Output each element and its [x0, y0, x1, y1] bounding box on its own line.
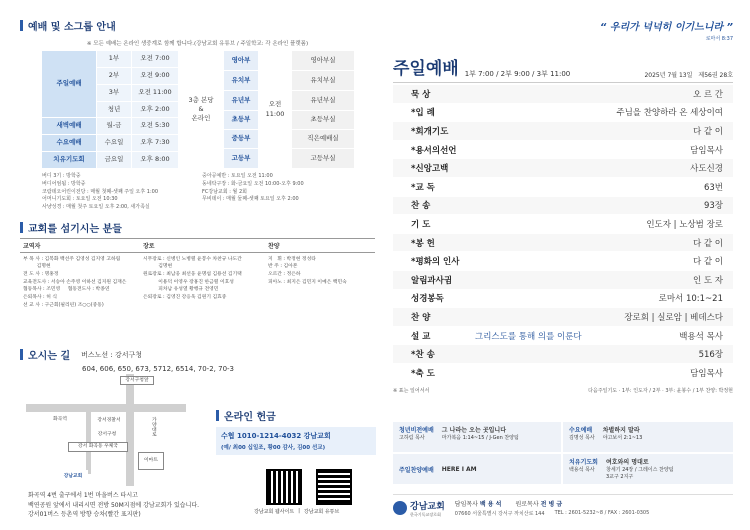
- service-card-title: 수요예배: [569, 427, 593, 434]
- title-bar: [216, 410, 219, 421]
- activity-info: [42, 173, 375, 212]
- directions-title: 오시는 길: [28, 351, 71, 362]
- service-card-sub: 고하림 목사: [399, 435, 425, 441]
- worship-time: 오전 11:00: [132, 85, 178, 101]
- order-label: *찬 송: [411, 350, 435, 361]
- activity-info-left: [42, 173, 202, 212]
- worship-part: 청년: [97, 102, 131, 117]
- footer: [393, 494, 733, 518]
- directions-line: 화곡역 4번 출구에서 1번 마을버스 타시고: [28, 492, 138, 499]
- serve-header-row: [20, 238, 375, 252]
- info-line: 버디 3기 : 방학중: [42, 173, 81, 179]
- online-title: 온라인 헌금: [224, 412, 276, 423]
- title-bar: [20, 20, 23, 31]
- qr-website[interactable]: [266, 469, 302, 505]
- title-bar: [20, 222, 23, 233]
- info-line: 사냥성경 : 매월 첫주 토요일 오후 2:00, 새가족실: [42, 204, 150, 210]
- online-title-row: [216, 408, 376, 423]
- order-row: [393, 271, 733, 290]
- service-card-song: 그 나라는 오는 곳입니다: [441, 427, 507, 434]
- order-row: [393, 197, 733, 216]
- worship-time: 오전 7:00: [132, 51, 178, 67]
- order-value: 담임목사: [690, 368, 723, 379]
- serve-section-title: [20, 220, 375, 235]
- dept-name: 고등부: [224, 149, 258, 168]
- worship-part: 금요일: [97, 152, 131, 168]
- order-note-2: 다음주일기도 · 1부: 인도자 / 2부 · 3부: 윤봉수 / 1부 찬양: 박정현: [588, 387, 733, 394]
- directions-line: 강서01버스 등촌역 방향 승차(빨간 표지판): [28, 511, 141, 519]
- worship-part: 2부: [97, 68, 131, 84]
- worship-time: 오후 2:00: [132, 102, 178, 117]
- order-row: [393, 85, 733, 104]
- map-label: 화곡역: [48, 414, 72, 426]
- info-line: 동네탁구장 : 화-금요일 오전 10:00-오후 9:00: [202, 180, 304, 187]
- bus-numbers: 604, 606, 650, 673, 5712, 6514, 70-2, 70-3: [82, 365, 234, 373]
- activity-info-right: [202, 173, 362, 212]
- service-card-song-sub: 마가복음 1:14~15 / J-Gen 찬양팀: [441, 435, 519, 441]
- directions-line: 백연공원 앞에서 내리시면 전방 50M지점에 강남교회가 있습니다.: [28, 501, 200, 509]
- map-label: 강서구청: [92, 430, 122, 440]
- order-value: 장로회 | 실로암 | 베데스다: [624, 312, 723, 323]
- serve-row: [20, 252, 375, 312]
- serve-line: 반 주 : 김아본: [268, 264, 298, 270]
- order-note: ※ 표는 일어서서: [393, 387, 430, 394]
- serve-header: 장로: [140, 238, 265, 252]
- issue-number: 제56권 28호: [698, 72, 733, 79]
- address: 07660 서울특별시 강서구 까치산로 144: [454, 511, 545, 517]
- serve-line: 피아노 : 최지은 김민지 이예은 백민숙: [268, 279, 347, 285]
- road-vertical: [126, 374, 134, 486]
- service-card-song-sub: 야고보서 2:1~13: [602, 435, 643, 441]
- info-line: 버디어엄됨 : 방학중: [42, 180, 86, 187]
- service-card-title: 주일찬양예배: [399, 466, 434, 474]
- order-label: *평화의 인사: [411, 257, 460, 268]
- dept-name: 초등부: [224, 111, 258, 129]
- order-of-worship: [393, 85, 733, 383]
- order-row: [393, 327, 733, 346]
- serve-line: 협동목사 : 조민영 협동전도사 : 박종연: [23, 287, 110, 293]
- order-value: 63번: [703, 182, 723, 193]
- serve-line: 이용덕 이영우 장홍진 한금렬 이호성: [143, 279, 234, 285]
- qr-codes: [266, 469, 376, 505]
- worship-time: 오후 8:00: [132, 152, 178, 168]
- service-card-song: HERE I AM: [441, 465, 477, 473]
- info-line: FC강남교회 : 월 2회: [202, 188, 247, 195]
- order-label: *입 례: [411, 108, 435, 119]
- service-card-song: 여호와의 명대로: [605, 459, 649, 466]
- bank-note: (예/ 최00 십일조, 황00 감사, 김00 선교): [221, 445, 326, 451]
- order-row: [393, 308, 733, 327]
- order-row: [393, 104, 733, 123]
- serve-line: 김명현: [143, 264, 173, 270]
- order-row: [393, 290, 733, 309]
- map-church-label: 강남교회: [58, 470, 88, 484]
- order-label: 기 도: [411, 219, 431, 230]
- order-label: 설 교: [411, 331, 431, 342]
- service-card: [393, 422, 561, 452]
- order-row: [393, 234, 733, 253]
- order-label: 찬 송: [411, 201, 431, 212]
- order-row: [393, 364, 733, 383]
- serve-line: 시무장로 : 신병인 노병렬 윤봉수 차찬규 나도간: [143, 256, 242, 262]
- order-label: *신앙고백: [411, 164, 449, 175]
- road-horizontal: [26, 404, 186, 412]
- serve-line: 오르간 : 정은하: [268, 272, 301, 278]
- dept-room: 영아부실: [292, 51, 354, 70]
- order-value: 오 르 간: [692, 89, 723, 100]
- worship-time: 오후 7:30: [132, 135, 178, 151]
- serve-col-elders: [140, 252, 265, 312]
- qr-label: 강남교회 유튜브: [303, 509, 340, 515]
- qr-youtube[interactable]: [316, 469, 352, 505]
- elder-label: 원로목사: [515, 501, 539, 508]
- order-value: 로마서 10:1~21: [658, 294, 723, 305]
- order-value: 주님을 찬양하라 온 세상이여: [616, 108, 723, 119]
- serve-line: 선 교 사 : 구근회(필리핀) 조○○(중동): [23, 302, 104, 308]
- order-row: [393, 178, 733, 197]
- order-label: *회개기도: [411, 126, 449, 137]
- order-label: 묵 상: [411, 89, 431, 100]
- serve-line: 은퇴장로 : 김영진 강응욱 김원기 김효중: [143, 295, 227, 301]
- info-line: 중아공예반 : 토요일 오전 11:00: [202, 173, 273, 179]
- map-label: 강서구청앞: [120, 376, 154, 385]
- qr-labels: 강남교회 웹사이트 | 강남교회 유튜브: [254, 508, 340, 515]
- serve-line: 부 목 사 : 김복화 백선주 김영성 김지영 고하림: [23, 256, 121, 262]
- church-sub: 한국기독교장로회: [410, 511, 441, 517]
- pastor-label: 담임목사: [454, 501, 478, 508]
- worship-name-dawn: 새벽예배: [42, 118, 96, 134]
- worship-part: 1부: [97, 51, 131, 67]
- service-card-title: 청년비전예배: [399, 427, 434, 434]
- serve-line: 교육전도사 : 서승아 손주영 이하선 김지원 김재은: [23, 279, 127, 285]
- worship-time: 오전 5:30: [132, 118, 178, 134]
- order-row: [393, 122, 733, 141]
- order-value: 다 같 이: [692, 126, 723, 137]
- worship-place: 3층 본당 & 온라인: [179, 51, 223, 168]
- order-row: [393, 215, 733, 234]
- service-card: [393, 454, 561, 484]
- dept-name: 유치부: [224, 71, 258, 90]
- worship-title: 예배 및 소그룹 안내: [28, 22, 116, 33]
- dept-name: 영아부: [224, 51, 258, 70]
- directions-section-title: [20, 347, 375, 362]
- service-title: 주일예배: [393, 59, 459, 79]
- serve-table: [20, 238, 375, 313]
- online-offering: [216, 408, 376, 515]
- order-middle: 그리스도를 통해 의를 이룬다: [475, 331, 582, 342]
- service-card: [563, 454, 733, 484]
- worship-section-title: [20, 18, 375, 33]
- order-row: [393, 345, 733, 364]
- service-card-sub: 백용석 목사: [569, 467, 595, 473]
- bank-box: [216, 427, 376, 455]
- order-row: [393, 252, 733, 271]
- info-line: 어머니기도회 : 토요일 오전 10:30: [42, 196, 118, 203]
- road-small: [86, 404, 91, 474]
- dept-name: 유년부: [224, 91, 258, 110]
- elder-name: 전 병 금: [540, 501, 563, 508]
- order-value: 516장: [698, 350, 723, 361]
- worship-name-healing: 치유기도회: [42, 152, 96, 168]
- bible-quote: “ 우리가 넉넉히 이기느니라 ”: [599, 22, 733, 33]
- dept-time: 오전 11:00: [259, 51, 291, 168]
- worship-time: 오전 9:00: [132, 68, 178, 84]
- church-logo-icon: [393, 501, 407, 515]
- worship-part: 3부: [97, 85, 131, 101]
- footer-pastors: [455, 499, 733, 508]
- service-times: 1부 7:00 / 2부 9:00 / 3부 11:00: [464, 70, 571, 78]
- order-value: 인 도 자: [692, 275, 723, 286]
- worship-part: 수요일: [97, 135, 131, 151]
- dept-room: 초등부실: [292, 111, 354, 129]
- worship-schedule-grid: [42, 51, 354, 167]
- map-label: 가양대로: [138, 412, 168, 442]
- info-line: 코람데오어린이전당 : 매월 첫째-셋째 주일 오후 1:00: [42, 188, 159, 195]
- service-card-song-sub: 창세기 24장 / 그레이스 찬양팀 3교구 2지구: [605, 467, 674, 480]
- serve-line: 김명현: [23, 264, 51, 270]
- service-card: [563, 422, 733, 452]
- order-value: 다 같 이: [692, 257, 723, 268]
- order-value: 담임목사: [690, 145, 723, 156]
- worship-note: ※ 모든 예배는 온라인 생중계로 함께 합니다.(강남교회 유튜브 / 주일학교: 각 온라인 플랫폼): [86, 41, 309, 47]
- bus-label: 버스노선 : 강서구청: [81, 350, 143, 359]
- serve-header: 찬양: [265, 238, 375, 252]
- info-line: 무비데이 : 매월 둘째-셋째 토요일 오후 2:00: [202, 196, 299, 203]
- order-value: 백용석 목사: [679, 331, 723, 342]
- order-value: 93장: [703, 201, 723, 212]
- service-date: 2025년 7월 13일: [644, 72, 693, 79]
- order-header: [393, 54, 733, 83]
- title-bar: [20, 349, 23, 360]
- order-label: 찬 양: [411, 312, 431, 323]
- order-value: 인도자 | 노상범 장로: [646, 219, 723, 230]
- directions-text: [28, 491, 199, 520]
- serve-line: 지 휘 : 박정현 정성타: [268, 256, 316, 262]
- order-label: *봉 헌: [411, 238, 435, 249]
- worship-part: 월-금: [97, 118, 131, 134]
- dept-room: 직은예배실: [292, 130, 354, 148]
- worship-name-sunday: 주일예배: [42, 51, 96, 117]
- dept-room: 유치부실: [292, 71, 354, 90]
- order-value: 다 같 이: [692, 238, 723, 249]
- church-name: 강남교회: [410, 501, 445, 512]
- map-label: 강서경찰서: [94, 416, 124, 426]
- order-row: [393, 141, 733, 160]
- location-map: [26, 374, 186, 486]
- dept-name: 중등부: [224, 130, 258, 148]
- telephone: TEL : 2601-5232~8 / FAX : 2601-0305: [554, 510, 650, 516]
- serve-col-music: [265, 252, 375, 312]
- bank-account[interactable]: 수협 1010-1214-4032 강남교회: [221, 432, 331, 440]
- church-logo: [393, 499, 445, 518]
- order-value: 사도신경: [690, 164, 723, 175]
- serve-line: 전 도 사 : 명홍정: [23, 272, 59, 278]
- qr-label: 강남교회 웹사이트: [254, 509, 295, 515]
- dept-room: 고등부실: [292, 149, 354, 168]
- map-label: 이마트: [138, 452, 164, 470]
- serve-line: 피차남 유성열 황행규 전영민: [143, 287, 219, 293]
- order-row: [393, 159, 733, 178]
- right-panel: [393, 18, 733, 518]
- left-panel: [20, 18, 375, 518]
- order-label: *교 독: [411, 182, 435, 193]
- order-label: 알림과사귐: [411, 275, 453, 286]
- map-label: 강서 화곡동 우체국: [68, 442, 128, 452]
- service-card-song: 차별하지 말라: [602, 427, 640, 434]
- pastor-name: 백 용 석: [479, 501, 502, 508]
- serve-header: 교역자: [20, 238, 140, 252]
- other-services: [393, 422, 733, 484]
- serve-col-ministers: [20, 252, 140, 312]
- quote-reference: 로마서 8:37: [705, 36, 733, 42]
- order-notes: [393, 387, 733, 394]
- service-card-title: 치유기도회: [569, 459, 598, 466]
- serve-title: 교회를 섬기시는 분들: [28, 223, 122, 235]
- dept-room: 유년부실: [292, 91, 354, 110]
- service-card-sub: 김명성 목사: [569, 435, 595, 441]
- serve-line: 원로장로 : 최남웅 최선웅 윤명섭 김용선 김기택: [143, 272, 242, 278]
- serve-line: 은퇴목사 : 허 식: [23, 295, 57, 301]
- order-label: *축 도: [411, 368, 435, 379]
- directions-header: [20, 347, 375, 373]
- worship-name-wed: 수요예배: [42, 135, 96, 151]
- footer-contact: [455, 510, 733, 517]
- footer-info: [455, 499, 733, 517]
- order-label: 성경봉독: [411, 294, 444, 305]
- order-label: *용서의선언: [411, 145, 457, 156]
